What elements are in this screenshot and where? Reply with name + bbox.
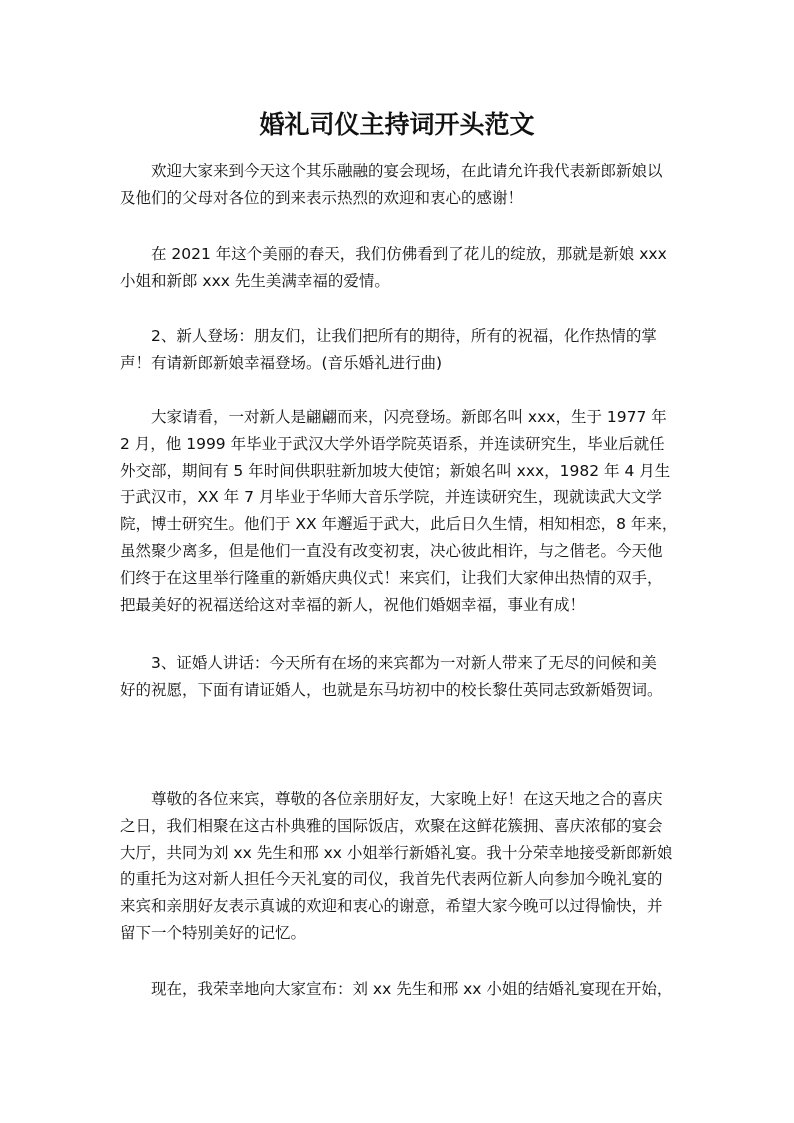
- text-line: 来宾和亲朋好友表示真诚的欢迎和衷心的谢意，希望大家今晚可以过得愉快，并: [120, 897, 663, 916]
- paragraph-spring: [120, 241, 690, 295]
- document-title: 婚礼司仪主持词开头范文: [259, 110, 535, 139]
- text-line: 院，博士研究生。他们于 XX 年邂逅于武大，此后日久生情，相知相恋，8 年来，: [120, 515, 678, 534]
- text-line: 的重托为这对新人担任今天礼宴的司仪，我首先代表两位新人向参加今晚礼宴的: [120, 870, 663, 889]
- text-line: 于武汉市，XX 年 7 月毕业于华师大音乐学院，并连读研究生，现就读武大文学: [120, 488, 662, 507]
- text-line: 虽然聚少离多，但是他们一直没有改变初衷，决心彼此相许，与之偕老。今天他: [120, 541, 663, 560]
- paragraph-announcement: [120, 976, 690, 1003]
- text-line: 尊敬的各位来宾，尊敬的各位亲朋好友，大家晚上好！在这天地之合的喜庆: [151, 790, 663, 808]
- text-line: 把最美好的祝福送给这对幸福的新人，祝他们婚姻幸福，事业有成！: [120, 595, 586, 614]
- text-line: 3、证婚人讲话：今天所有在场的来宾都为一对新人带来了无尽的问候和美: [151, 654, 657, 672]
- text-line: 及他们的父母对各位的到来表示热烈的欢迎和衷心的感谢！: [120, 188, 524, 207]
- paragraph-welcome: [120, 158, 690, 212]
- paragraph-couple-intro: [120, 404, 690, 618]
- text-line: 们终于在这里举行隆重的新婚庆典仪式！来宾们，让我们大家伸出热情的双手，: [120, 568, 663, 587]
- text-line: 2 月，他 1999 年毕业于武汉大学外语学院英语系，并连读研究生，毕业后就任: [120, 434, 665, 453]
- paragraph-witness: [120, 650, 690, 704]
- text-line: 欢迎大家来到今天这个其乐融融的宴会现场，在此请允许我代表新郎新娘以: [151, 162, 663, 180]
- text-line: 好的祝愿，下面有请证婚人，也就是东马坊初中的校长黎仕英同志致新婚贺词。: [120, 680, 663, 699]
- paragraph-entrance: [120, 323, 690, 377]
- text-line: 在 2021 年这个美丽的春天，我们仿佛看到了花儿的绽放，那就是新娘 xxx: [151, 245, 667, 263]
- text-line: 留下一个特别美好的记忆。: [120, 923, 307, 942]
- text-line: 大家请看，一对新人是翩翩而来，闪亮登场。新郎名叫 xxx，生于 1977 年: [151, 408, 667, 426]
- paragraph-greeting: [120, 786, 690, 947]
- text-line: 之日，我们相聚在这古朴典雅的国际饭店，欢聚在这鲜花簇拥、喜庆浓郁的宴会: [120, 816, 663, 835]
- text-line: 小姐和新郎 xxx 先生美满幸福的爱情。: [120, 271, 390, 290]
- text-line: 2、新人登场：朋友们，让我们把所有的期待，所有的祝福，化作热情的掌: [151, 327, 657, 345]
- text-line: 声！有请新郎新娘幸福登场。(音乐婚礼进行曲): [120, 353, 443, 372]
- text-line: 外交部，期间有 5 年时间供职驻新加坡大使馆；新娘名叫 xxx，1982 年 4 月生: [120, 461, 671, 480]
- text-line: 大厅，共同为刘 xx 先生和邢 xx 小姐举行新婚礼宴。我十分荣幸地接受新郎新娘: [120, 843, 673, 862]
- text-line: 现在，我荣幸地向大家宣布：刘 xx 先生和邢 xx 小姐的结婚礼宴现在开始，: [151, 980, 673, 998]
